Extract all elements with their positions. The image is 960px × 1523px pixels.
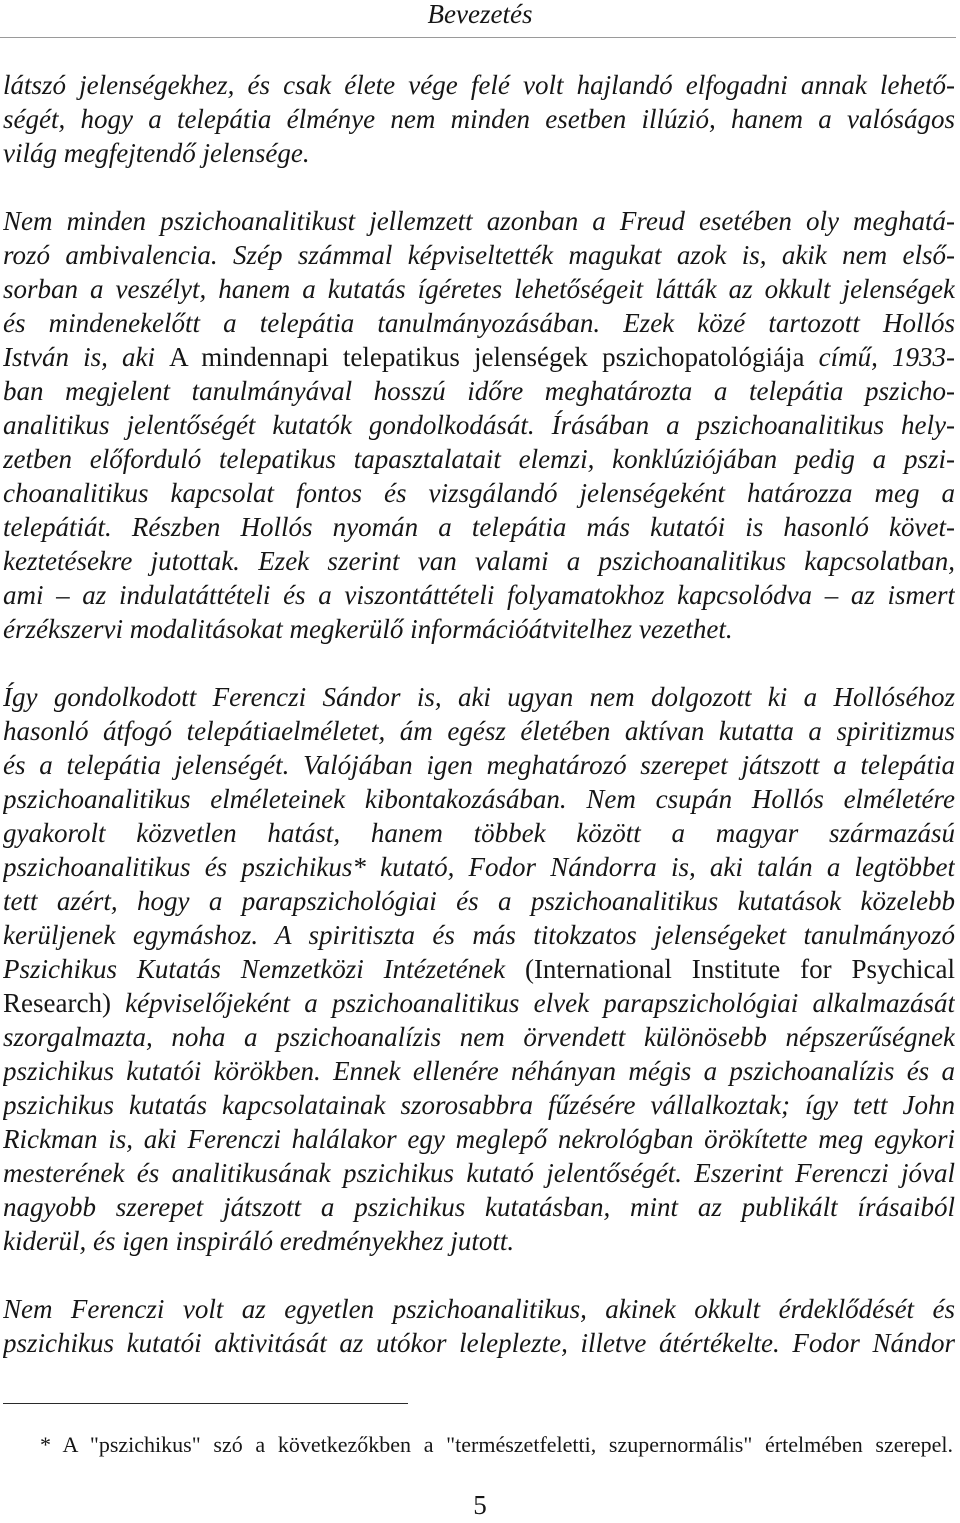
text-line: ami – az indulatáttételi és a viszontáttételi folyamatokhoz kapcsolódva – az ismert [3, 580, 955, 610]
text-line: mesterének és analitikusának pszichikus kutató jelentőségét. Eszerint Ferenczi jóval [3, 1158, 955, 1188]
text-line: nagyobb szerepet játszott a pszichikus kutatásban, mint az publikált írásaiból [3, 1192, 955, 1222]
text-line: világ megfejtendő jelensége. [3, 138, 310, 168]
footnote-marker: * [40, 1432, 51, 1457]
paragraph [3, 204, 955, 646]
text-line: Nem Ferenczi volt az egyetlen pszichoanalitikus, akinek okkult érdeklődését és [3, 1294, 955, 1324]
text-line: sorban a veszélyt, hanem a kutatás ígéretes lehetőségeit látták az okkult jelenségek [3, 274, 955, 304]
paragraph [3, 680, 955, 1258]
text-segment: Pszichikus Kutatás Nemzetközi Intézetének [3, 954, 525, 984]
text-line: ségét, hogy a telepátia élménye nem minden esetben illúzió, hanem a valóságos [3, 104, 955, 134]
text-line: hasonló átfogó telepátiaelméletet, ám egész életében aktívan kutatta a spiritizmus [3, 716, 955, 746]
text-line: pszichikus kutatói körökben. Ennek ellenére néhányan mégis a pszichoanalízis és a [3, 1056, 955, 1086]
text-line: pszichikus kutatói aktivitását az utókor leleplezte, illetve átértékelte. Fodor Nándor [3, 1328, 955, 1358]
footnote-rule [3, 1403, 408, 1404]
text-line: gyakorolt közvetlen hatást, hanem többek között a magyar származású [3, 818, 955, 848]
text-line: és a telepátia jelenségét. Valójában igen meghatározó szerepet játszott a telepátia [3, 750, 955, 780]
text-line [3, 986, 955, 1020]
body-text [3, 68, 955, 1360]
text-line: keztetésekre jutottak. Ezek szerint van valami a pszichoanalitikus kapcsolatban, [3, 546, 955, 576]
text-line: kerüljenek egymáshoz. A spiritiszta és más titokzatos jelenségeket tanulmányozó [3, 920, 955, 950]
text-line: pszichoanalitikus és pszichikus* kutató, Fodor Nándorra is, aki talán a legtöbbet [3, 852, 955, 882]
text-line: Rickman is, aki Ferenczi halálakor egy meglepő nekrológban örökítette meg egykori [3, 1124, 955, 1154]
text-line [3, 340, 955, 374]
upright-text-segment: A mindennapi telepatikus jelenségek pszichopatológiája [169, 342, 805, 372]
text-line: ban megjelent tanulmányával hosszú időre meghatározta a telepátia pszicho- [3, 376, 955, 406]
text-line: érzékszervi modalitásokat megkerülő információátvitelhez vezethet. [3, 614, 733, 644]
text-line: choanalitikus kapcsolat fontos és vizsgálandó jelenségeként határozza meg a [3, 478, 955, 508]
text-line: tett azért, hogy a parapszichológiai és a pszichoanalitikus kutatások közelebb [3, 886, 955, 916]
header-rule [0, 37, 956, 38]
upright-text-segment: (International Institute for Psychical [524, 954, 955, 984]
text-line: pszichoanalitikus elméleteinek kibontakozásában. Nem csupán Hollós elméletére [3, 784, 955, 814]
text-line: zetben előforduló telepatikus tapasztalatait elemzi, konklúziójában pedig a pszi- [3, 444, 955, 474]
text-segment: István is, aki [3, 342, 170, 372]
text-line: kiderül, és igen inspiráló eredményekhez jutott. [3, 1226, 515, 1256]
footnote-text: A "pszichikus" szó a következőkben a "természetfeletti, szupernormális" értelmében szerepel. [62, 1432, 953, 1457]
text-line: látszó jelenségekhez, és csak élete vége felé volt hajlandó elfogadni annak lehető- [3, 70, 955, 100]
page-number: 5 [473, 1490, 487, 1520]
running-head-title: Bevezetés [427, 0, 533, 29]
paragraph [3, 68, 955, 170]
text-line: rozó ambivalencia. Szép számmal képviseltették magukat azok is, akik nem első- [3, 240, 955, 270]
text-line [3, 952, 955, 986]
text-segment: képviselőjeként a pszichoanalitikus elvek parapszichológiai alkalmazását [110, 988, 955, 1018]
text-line: szorgalmazta, noha a pszichoanalízis nem örvendett különösebb népszerűségnek [3, 1022, 955, 1052]
upright-text-segment: Research) [3, 988, 111, 1018]
text-line: Nem minden pszichoanalitikust jellemzett azonban a Freud esetében oly meghatá- [3, 206, 955, 236]
text-line: analitikus jelentőségét kutatók gondolkodását. Írásában a pszichoanalitikus hely- [3, 410, 955, 440]
footnote [40, 1430, 953, 1460]
text-line: Így gondolkodott Ferenczi Sándor is, aki ugyan nem dolgozott ki a Hollóséhoz [3, 682, 955, 712]
text-line: telepátiát. Részben Hollós nyomán a telepátia más kutatói is hasonló követ- [3, 512, 955, 542]
text-line: és mindenekelőtt a telepátia tanulmányozásában. Ezek közé tartozott Hollós [3, 308, 955, 338]
text-segment: című, 1933- [804, 342, 955, 372]
paragraph [3, 1292, 955, 1360]
text-line: pszichikus kutatás kapcsolatainak szorosabbra fűzésére vállalkoztak; így tett John [3, 1090, 955, 1120]
